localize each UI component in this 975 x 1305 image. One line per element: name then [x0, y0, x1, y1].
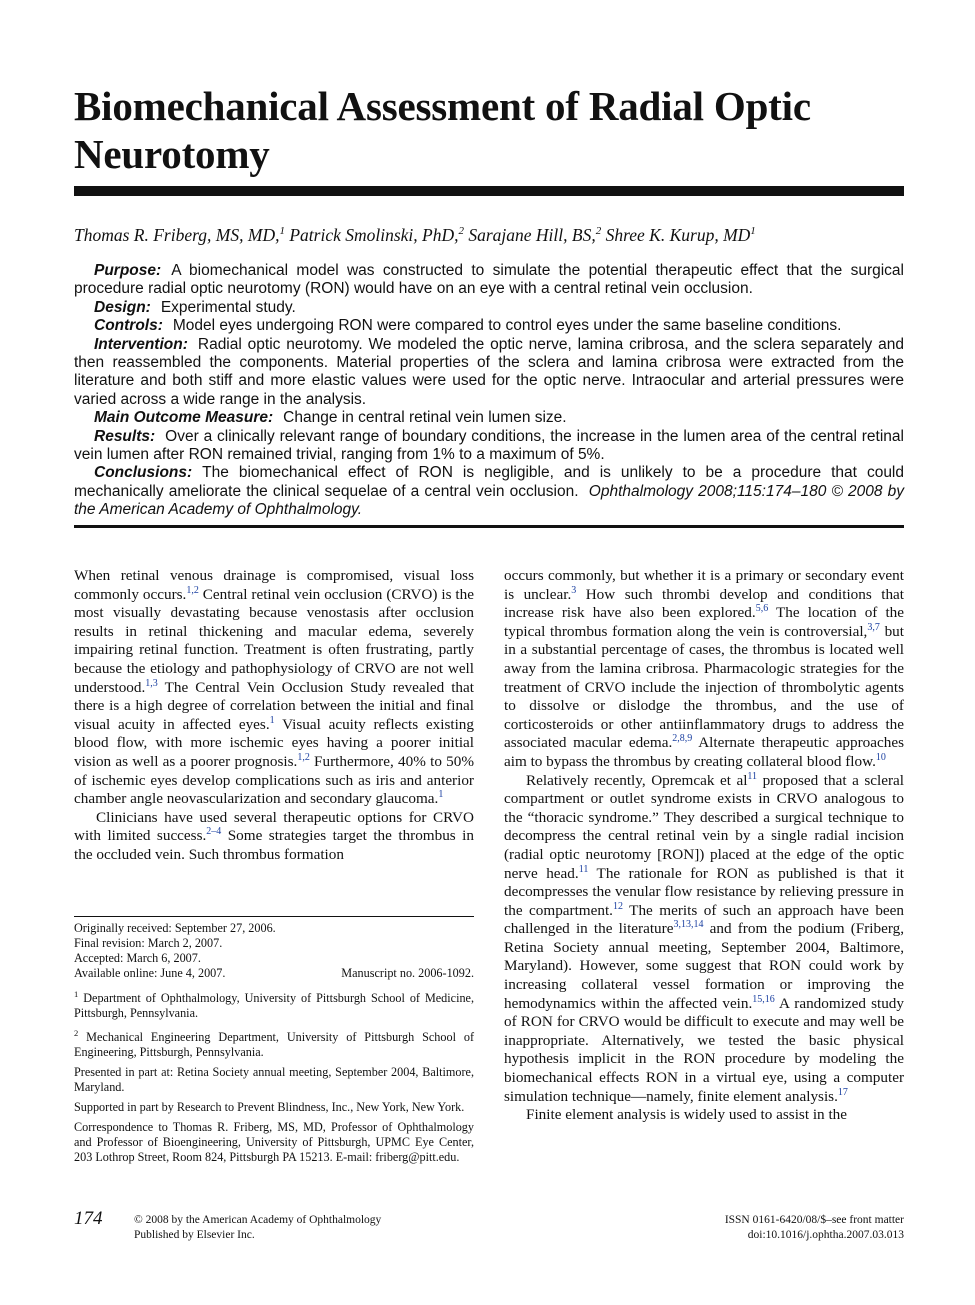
manuscript-number: Manuscript no. 2006-1092.	[341, 966, 474, 980]
body-text: but in a substantial percentage of cases, the thrombus is located well away from the lamina cribrosa. Pharmacologic strategies for the treatment of CRVO include the injection of thrombolytic agents to dissolve or dislodge the thrombus, and the use of corticosteroids or other antiinflammatory drugs to address the associated macular edema.	[504, 622, 904, 752]
affiliation-2	[74, 1026, 474, 1060]
reference-citation[interactable]: 15,16	[752, 993, 775, 1005]
abstract-text: The biomechanical effect of RON is negligible, and is unlikely to be a procedure that could mechanically ameliorate the clinical sequelae of a central vein occlusion.	[74, 464, 904, 500]
abstract-conclusions	[74, 464, 904, 519]
abstract-label: Purpose:	[94, 262, 162, 279]
abstract-rule	[74, 525, 904, 528]
footer-left	[134, 1213, 381, 1243]
abstract-label: Design:	[94, 298, 151, 316]
body-paragraph	[504, 772, 904, 1107]
body-text: How such thrombi develop and conditions that increase risk have also been explored.	[504, 585, 904, 622]
title-rule	[74, 186, 904, 196]
body-text: Central retinal vein occlusion (CRVO) is the most visually devastating because venostasis after occlusion results in retinal thickening and macular edema, severely impairing retinal function. Treatment is often frustrating, partly because the etiology and pathophysiology of CRVO are not well understood.	[74, 585, 474, 696]
author-affiliation: 1	[750, 225, 756, 237]
body-text: Relatively recently, Opremcak et al	[526, 771, 748, 789]
author-name: Shree K. Kurup, MD	[605, 224, 751, 245]
reference-citation[interactable]: 5,6	[755, 603, 769, 615]
date-revision: Final revision: March 2, 2007.	[74, 936, 223, 950]
footnote-rule	[74, 916, 474, 917]
body-text: Some strategies target the thrombus in the occluded vein. Such thrombus formation	[74, 827, 474, 863]
abstract-label: Controls:	[94, 317, 163, 335]
journal-citation: Ophthalmology 2008;115:174–180 © 2008 by the American Academy of Ophthalmology.	[74, 482, 904, 519]
footer-issn: ISSN 0161-6420/08/$–see front matter	[724, 1214, 904, 1226]
reference-citation[interactable]: 3,13,14	[673, 919, 704, 931]
author-name: Sarajane Hill, BS,	[468, 224, 596, 245]
reference-citation[interactable]: 1,2	[297, 751, 310, 763]
support-note: Supported in part by Research to Prevent Blindness, Inc., New York, New York.	[74, 1100, 465, 1115]
abstract-text: A biomechanical model was constructed to simulate the potential therapeutic effect that the surgical procedure radial optic neurotomy (RON) would have on an eye with a central retinal vein occlusion.	[74, 262, 904, 298]
article-dates	[74, 921, 474, 981]
affiliation-marker: 2	[74, 1028, 79, 1039]
footer-publisher: Published by Elsevier Inc.	[134, 1229, 255, 1241]
presented-note: Presented in part at: Retina Society annual meeting, September 2004, Baltimore, Maryland.	[74, 1065, 474, 1095]
reference-citation[interactable]: 2–4	[206, 826, 222, 838]
body-text: Visual acuity reflects existing blood flow, with more ischemic eyes having a poorer initial vision as well as a poorer prognosis.	[74, 715, 474, 770]
reference-citation[interactable]: 2,8,9	[672, 733, 693, 745]
body-text: The rationale for RON as published is that it decompresses the venular flow resistance by relieving pressure in the compartment.	[504, 864, 904, 919]
affiliation-marker: 1	[74, 989, 79, 999]
date-received: Originally received: September 27, 2006.	[74, 921, 276, 935]
reference-citation[interactable]: 12	[612, 900, 623, 912]
body-text: Furthermore, 40% to 50% of ischemic eyes develop complications such as iris and anterior chamber angle neovascularization and secondary glaucoma.	[74, 752, 475, 808]
author-name: Patrick Smolinski, PhD,	[289, 224, 459, 245]
body-column-left	[74, 567, 474, 865]
abstract-text: Change in central retinal vein lumen size.	[283, 409, 567, 427]
body-text: The Central Vein Occlusion Study revealed that there is a high degree of correlation between the initial and final visual acuity in affected eyes.	[74, 678, 474, 733]
body-text: and from the podium (Friberg, Retina Society annual meeting, September 2004, Baltimore, Maryland). However, some suggest that RON could work by increasing collateral vessel formation or improving the hemodynamics within the affected vein.	[504, 920, 905, 1012]
body-paragraph: Finite element analysis is widely used to assist in the	[526, 1106, 848, 1124]
body-paragraph	[74, 809, 474, 865]
correspondence-note: Correspondence to Thomas R. Friberg, MS, MD, Professor of Ophthalmology and Professor of Bioengineering, University of Pittsburgh, UPMC Eye Center, 203 Lothrop Street, Room 824, Pittsburgh PA 15213. E-mail: friberg@pitt.edu.	[74, 1120, 474, 1165]
author-affiliation: 2	[458, 225, 464, 237]
reference-citation[interactable]: 3	[571, 584, 577, 596]
body-text: When retinal venous drainage is compromised, visual loss commonly occurs.	[74, 567, 474, 603]
author-affiliation: 1	[279, 225, 285, 237]
abstract-label: Conclusions:	[94, 464, 193, 482]
footer-doi: doi:10.1016/j.ophtha.2007.03.013	[747, 1229, 904, 1241]
body-text: A randomized study of RON for CRVO would be difficult to execute and may well be inappropriate. Alternatively, we tested the basic physical hypothesis implicit in the RON procedure by modeling the biomechanical effects RON in a virtual eye, using a computer simulation technique—namely, finite element analysis.	[504, 994, 904, 1105]
footer-copyright: © 2008 by the American Academy of Ophthalmology	[134, 1214, 382, 1226]
affiliation-1	[74, 987, 474, 1021]
abstract-label: Results:	[94, 427, 156, 445]
abstract-label: Main Outcome Measure:	[94, 409, 274, 427]
author-list	[74, 219, 904, 247]
footnotes	[74, 921, 474, 1170]
reference-citation[interactable]: 11	[747, 770, 758, 782]
reference-citation[interactable]: 17	[837, 1086, 848, 1098]
abstract	[74, 262, 904, 520]
abstract-text: Over a clinically relevant range of boundary conditions, the increase in the lumen area of the central retinal vein lumen after RON remained trivial, ranging from 1% to a maximum of 5%.	[74, 427, 904, 464]
abstract-intervention	[74, 336, 904, 410]
body-text: proposed that a scleral compartment or outlet syndrome exists in CRVO analogous to the “thoracic syndrome.” They described a surgical technique to decompress the central retinal vein by a single radial incision (radial optic neurotomy [RON]) placed at the edge of the optic nerve head.	[504, 771, 904, 882]
reference-citation[interactable]: 11	[578, 863, 589, 875]
affiliation-text: Department of Ophthalmology, University of Pittsburgh School of Medicine, Pittsburgh, Pennsylvania.	[74, 991, 475, 1021]
abstract-text: Experimental study.	[160, 298, 296, 316]
abstract-design	[74, 299, 904, 317]
abstract-label: Intervention:	[94, 335, 188, 353]
body-paragraph	[74, 567, 474, 809]
abstract-outcome	[74, 409, 904, 427]
body-text: Alternate therapeutic approaches aim to bypass the thrombus by creating collateral blood flow.	[504, 734, 904, 770]
author-name: Thomas R. Friberg, MS, MD,	[74, 224, 280, 245]
reference-citation[interactable]: 10	[875, 751, 886, 763]
body-text: Clinicians have used several therapeutic options for CRVO with limited success.	[74, 808, 474, 845]
abstract-purpose	[74, 262, 904, 299]
author-affiliation: 2	[595, 225, 602, 237]
abstract-text: Model eyes undergoing RON were compared to control eyes under the same baseline conditions.	[172, 317, 842, 335]
body-text: occurs commonly, but whether it is a primary or secondary event is unclear.	[504, 567, 904, 603]
abstract-text: Radial optic neurotomy. We modeled the optic nerve, lamina cribrosa, and the sclera separately and then reassembled the components. Material properties of the sclera and lamina cribrosa were extracted from the literature and both stiff and more elastic values were used for the optic nerve. Intraocular and arterial pressures were varied across a wide range in the analysis.	[74, 335, 904, 408]
date-online-row	[74, 966, 474, 981]
footer-right	[725, 1213, 904, 1243]
date-online: Available online: June 4, 2007.	[74, 966, 226, 980]
reference-citation[interactable]: 1,2	[186, 584, 199, 596]
reference-citation[interactable]: 3,7	[867, 621, 880, 633]
body-paragraph	[504, 567, 904, 772]
date-accepted: Accepted: March 6, 2007.	[74, 951, 201, 965]
page-number: 174	[74, 1208, 103, 1229]
affiliation-text: Mechanical Engineering Department, University of Pittsburgh School of Engineering, Pittsburgh, Pennsylvania.	[74, 1030, 475, 1060]
body-text: The merits of such an approach have been challenged in the literature	[504, 901, 904, 938]
body-text: The location of the typical thrombus formation along the vein is controversial,	[504, 604, 904, 640]
article-title: Biomechanical Assessment of Radial Optic Neurotomy	[74, 83, 811, 177]
abstract-controls	[74, 317, 904, 335]
reference-citation[interactable]: 1	[438, 789, 444, 801]
body-column-right	[504, 567, 904, 1125]
reference-citation[interactable]: 1	[269, 714, 275, 726]
reference-citation[interactable]: 1,3	[145, 677, 158, 689]
abstract-results	[74, 428, 904, 465]
